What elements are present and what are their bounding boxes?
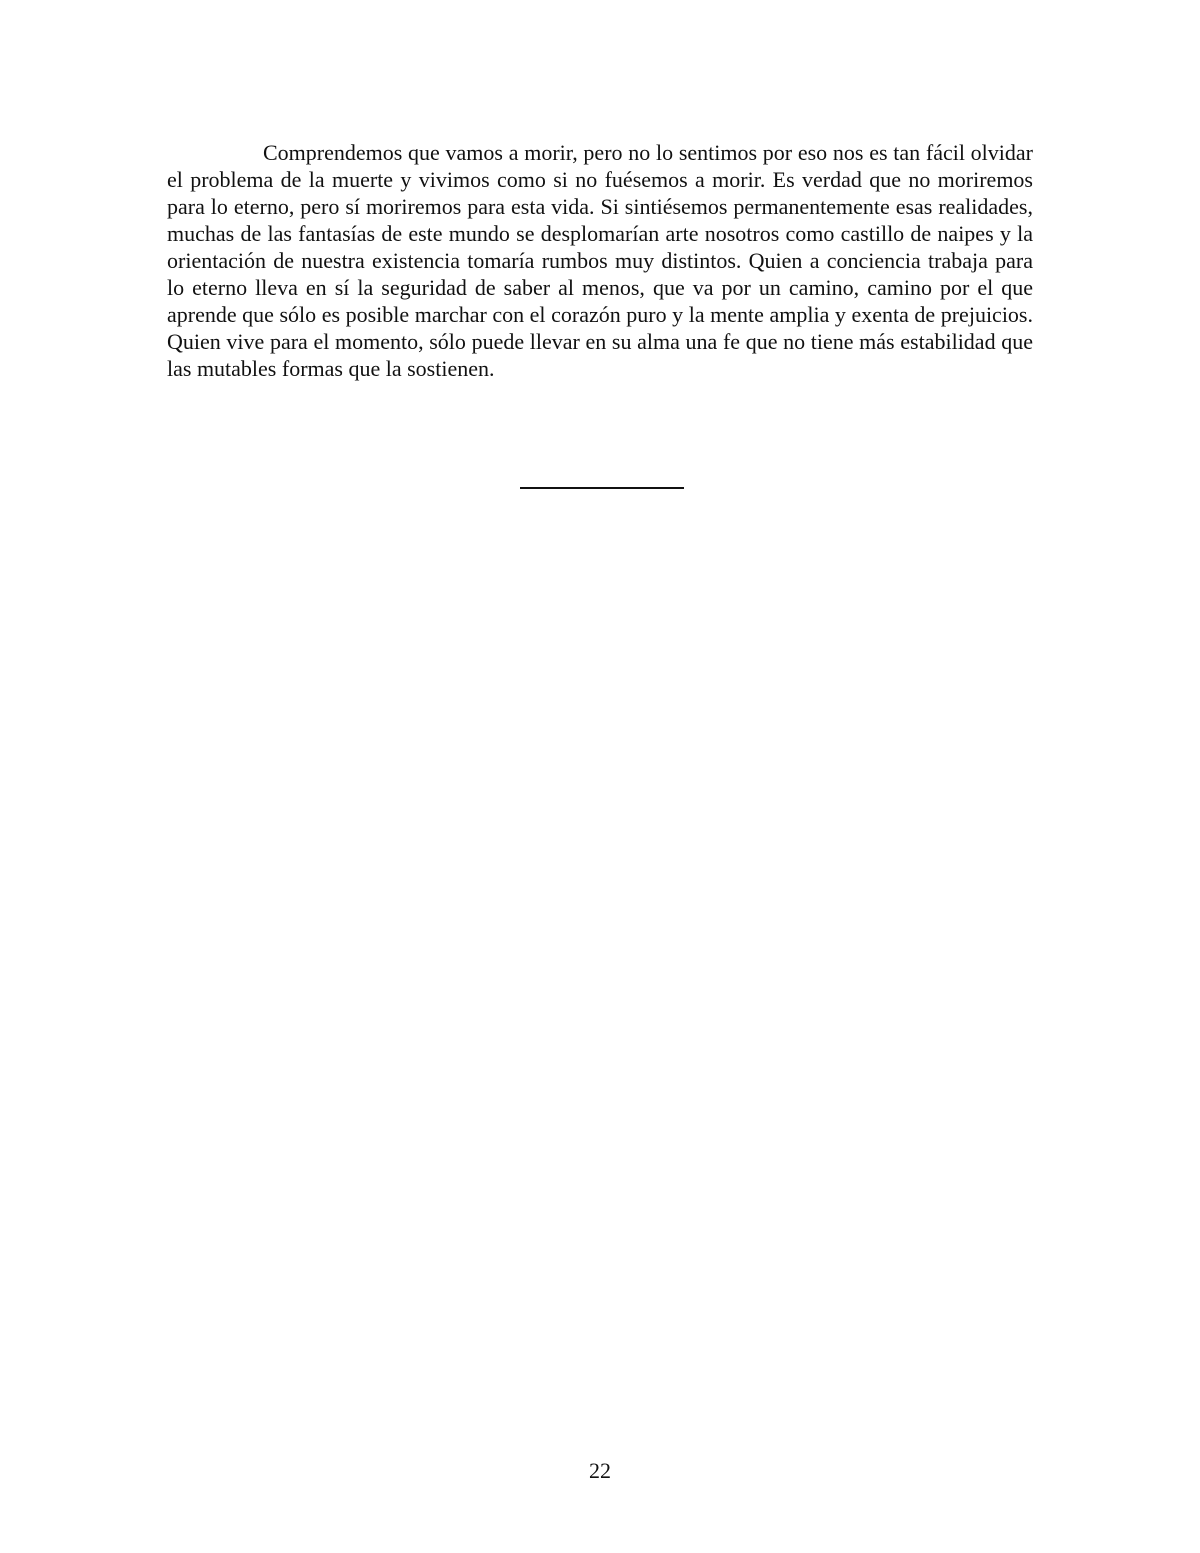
- body-paragraph: Comprendemos que vamos a morir, pero no lo sentimos por eso nos es tan fácil olvidar el problema de la muerte y vivimos como si no fuésemos a morir. Es verdad que no moriremos para lo eterno, pero sí moriremos para esta vida. Si sintiésemos permanentemente esas realidades, muchas de las fantasías de este mundo se desplomarían arte nosotros como castillo de naipes y la orientación de nuestra existencia tomaría rumbos muy distintos. Quien a conciencia trabaja para lo eterno lleva en sí la seguridad de saber al menos, que va por un camino, camino por el que aprende que sólo es posible marchar con el corazón puro y la mente amplia y exenta de prejuicios. Quien vive para el momento, sólo puede llevar en su alma una fe que no tiene más estabilidad que las mutables formas que la sostienen.: [167, 140, 1033, 381]
- page-number: 22: [589, 1458, 611, 1483]
- section-end-rule: [520, 487, 684, 489]
